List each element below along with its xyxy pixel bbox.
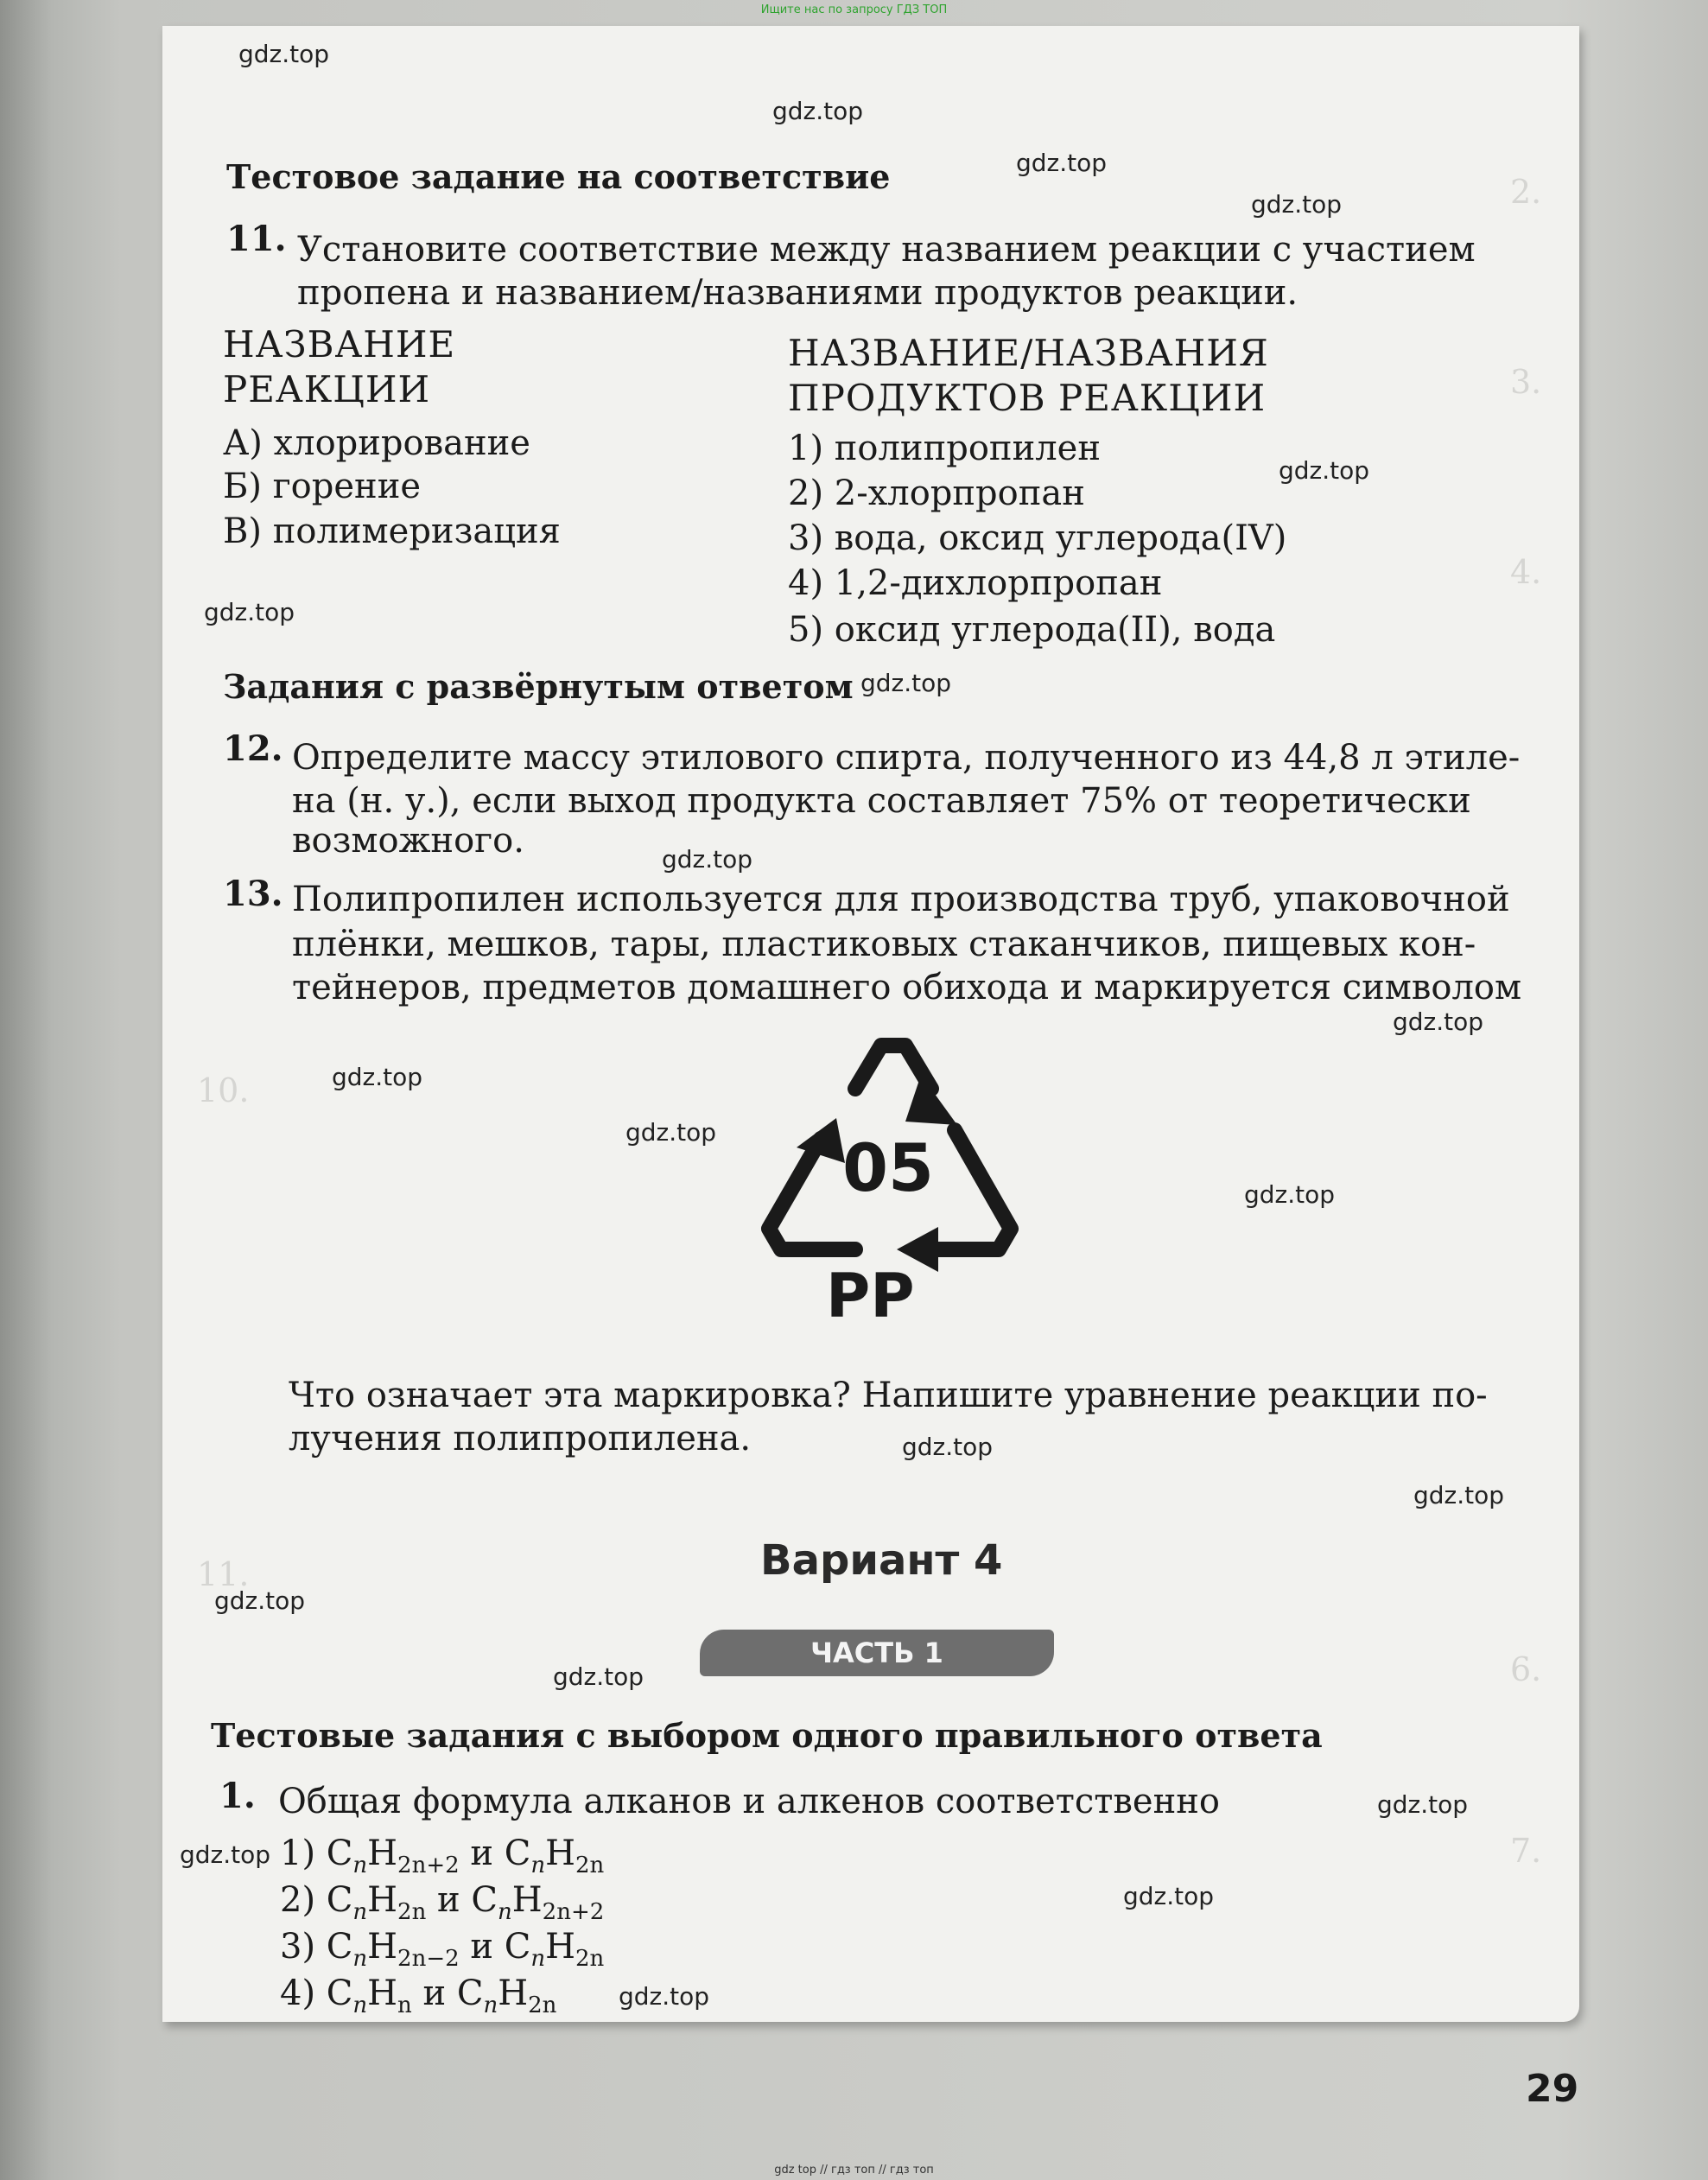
watermark: gdz.top <box>1244 1180 1336 1209</box>
watermark: gdz.top <box>1251 190 1343 219</box>
left-column-header-2: РЕАКЦИИ <box>223 368 431 410</box>
watermark: gdz.top <box>332 1063 423 1091</box>
reaction-option: Б) горение <box>223 467 422 506</box>
question-13-line: Полипропилен используется для производства труб, упаковочной <box>292 880 1510 919</box>
bleed-through-decor: 7. <box>1510 1832 1542 1870</box>
watermark: gdz.top <box>619 1982 710 2011</box>
section-heading-single-choice: Тестовые задания с выбором одного правильного ответа <box>211 1716 1323 1755</box>
question-11-number: 11. <box>226 219 287 259</box>
question-11-line-2: пропена и названием/названиями продуктов реакции. <box>297 273 1298 313</box>
section-heading-expanded: Задания с развёрнутым ответом <box>223 667 854 706</box>
question-13-line: тейнеров, предметов домашнего обихода и маркируется символом <box>292 968 1522 1007</box>
product-option: 2) 2-хлорпропан <box>788 473 1085 513</box>
question-13-number: 13. <box>223 874 283 914</box>
left-column-header-1: НАЗВАНИЕ <box>223 323 456 365</box>
watermark: gdz.top <box>553 1662 644 1691</box>
question-12-line: на (н. у.), если выход продукта составляет 75% от теоретически <box>292 781 1471 821</box>
variant-title: Вариант 4 <box>760 1536 1003 1585</box>
answer-option-3: 3) $C_nH_{2n-2}$ и $C_nH_{2n}$ <box>280 1927 605 1972</box>
watermark: gdz.top <box>1123 1882 1215 1910</box>
reaction-option: В) полимеризация <box>223 512 561 551</box>
watermark: gdz.top <box>772 97 864 125</box>
part-badge: ЧАСТЬ 1 <box>700 1630 1054 1676</box>
watermark: gdz.top <box>860 669 952 697</box>
question-13-after-line: лучения полипропилена. <box>289 1419 752 1459</box>
answer-option-1: 1) $C_nH_{2n+2}$ и $C_nH_{2n}$ <box>280 1834 605 1878</box>
right-column-header-2: ПРОДУКТОВ РЕАКЦИИ <box>788 377 1267 419</box>
product-option: 3) вода, оксид углерода(IV) <box>788 518 1287 558</box>
question-1-number: 1. <box>219 1776 256 1816</box>
recycling-symbol-icon <box>752 1028 1028 1287</box>
watermark: gdz.top <box>238 40 330 68</box>
question-13-line: плёнки, мешков, тары, пластиковых стаканчиков, пищевых кон- <box>292 925 1476 964</box>
recycling-code-label: PP <box>826 1261 915 1332</box>
watermark: gdz.top <box>1413 1481 1505 1509</box>
question-13-after-line: Что означает эта маркировка? Напишите уравнение реакции по- <box>289 1376 1488 1415</box>
watermark: gdz.top <box>1393 1007 1484 1036</box>
bleed-through-decor: 3. <box>1510 363 1542 401</box>
question-1-text: Общая формула алканов и алкенов соответственно <box>278 1782 1220 1821</box>
product-option: 4) 1,2-дихлорпропан <box>788 563 1163 603</box>
watermark: gdz.top <box>1377 1790 1469 1819</box>
bottom-banner: gdz top // гдз топ // гдз топ <box>774 2164 934 2177</box>
watermark: gdz.top <box>204 598 295 626</box>
bleed-through-decor: 10. <box>197 1071 250 1109</box>
bleed-through-decor: 2. <box>1510 173 1542 211</box>
watermark: gdz.top <box>214 1586 306 1615</box>
right-column-header-1: НАЗВАНИЕ/НАЗВАНИЯ <box>788 332 1269 374</box>
section-heading-matching: Тестовое задание на соответствие <box>226 157 891 196</box>
watermark: gdz.top <box>625 1118 717 1147</box>
bleed-through-decor: 4. <box>1510 553 1542 591</box>
watermark: gdz.top <box>902 1433 994 1461</box>
question-11-line-1: Установите соответствие между названием реакции с участием <box>297 230 1476 270</box>
question-12-number: 12. <box>223 728 283 769</box>
bleed-through-decor: 11. <box>197 1555 250 1593</box>
watermark: gdz.top <box>180 1840 271 1869</box>
product-option: 5) оксид углерода(II), вода <box>788 610 1276 650</box>
page-number: 29 <box>1526 2067 1579 2111</box>
answer-option-2: 2) $C_nH_{2n}$ и $C_nH_{2n+2}$ <box>280 1880 605 1925</box>
bleed-through-decor: 6. <box>1510 1650 1542 1688</box>
question-12-line: возможного. <box>292 821 524 861</box>
watermark: gdz.top <box>662 845 753 874</box>
reaction-option: А) хлорирование <box>223 423 530 463</box>
product-option: 1) полипропилен <box>788 429 1101 468</box>
watermark: gdz.top <box>1279 456 1370 485</box>
recycling-code-number: 05 <box>842 1129 934 1206</box>
answer-option-4: 4) $C_nH_n$ и $C_nH_{2n}$ <box>280 1973 557 2018</box>
top-banner: Ищите нас по запросу ГДЗ ТОП <box>760 3 948 16</box>
question-12-line: Определите массу этилового спирта, полученного из 44,8 л этиле- <box>292 738 1521 778</box>
watermark: gdz.top <box>1016 149 1108 177</box>
